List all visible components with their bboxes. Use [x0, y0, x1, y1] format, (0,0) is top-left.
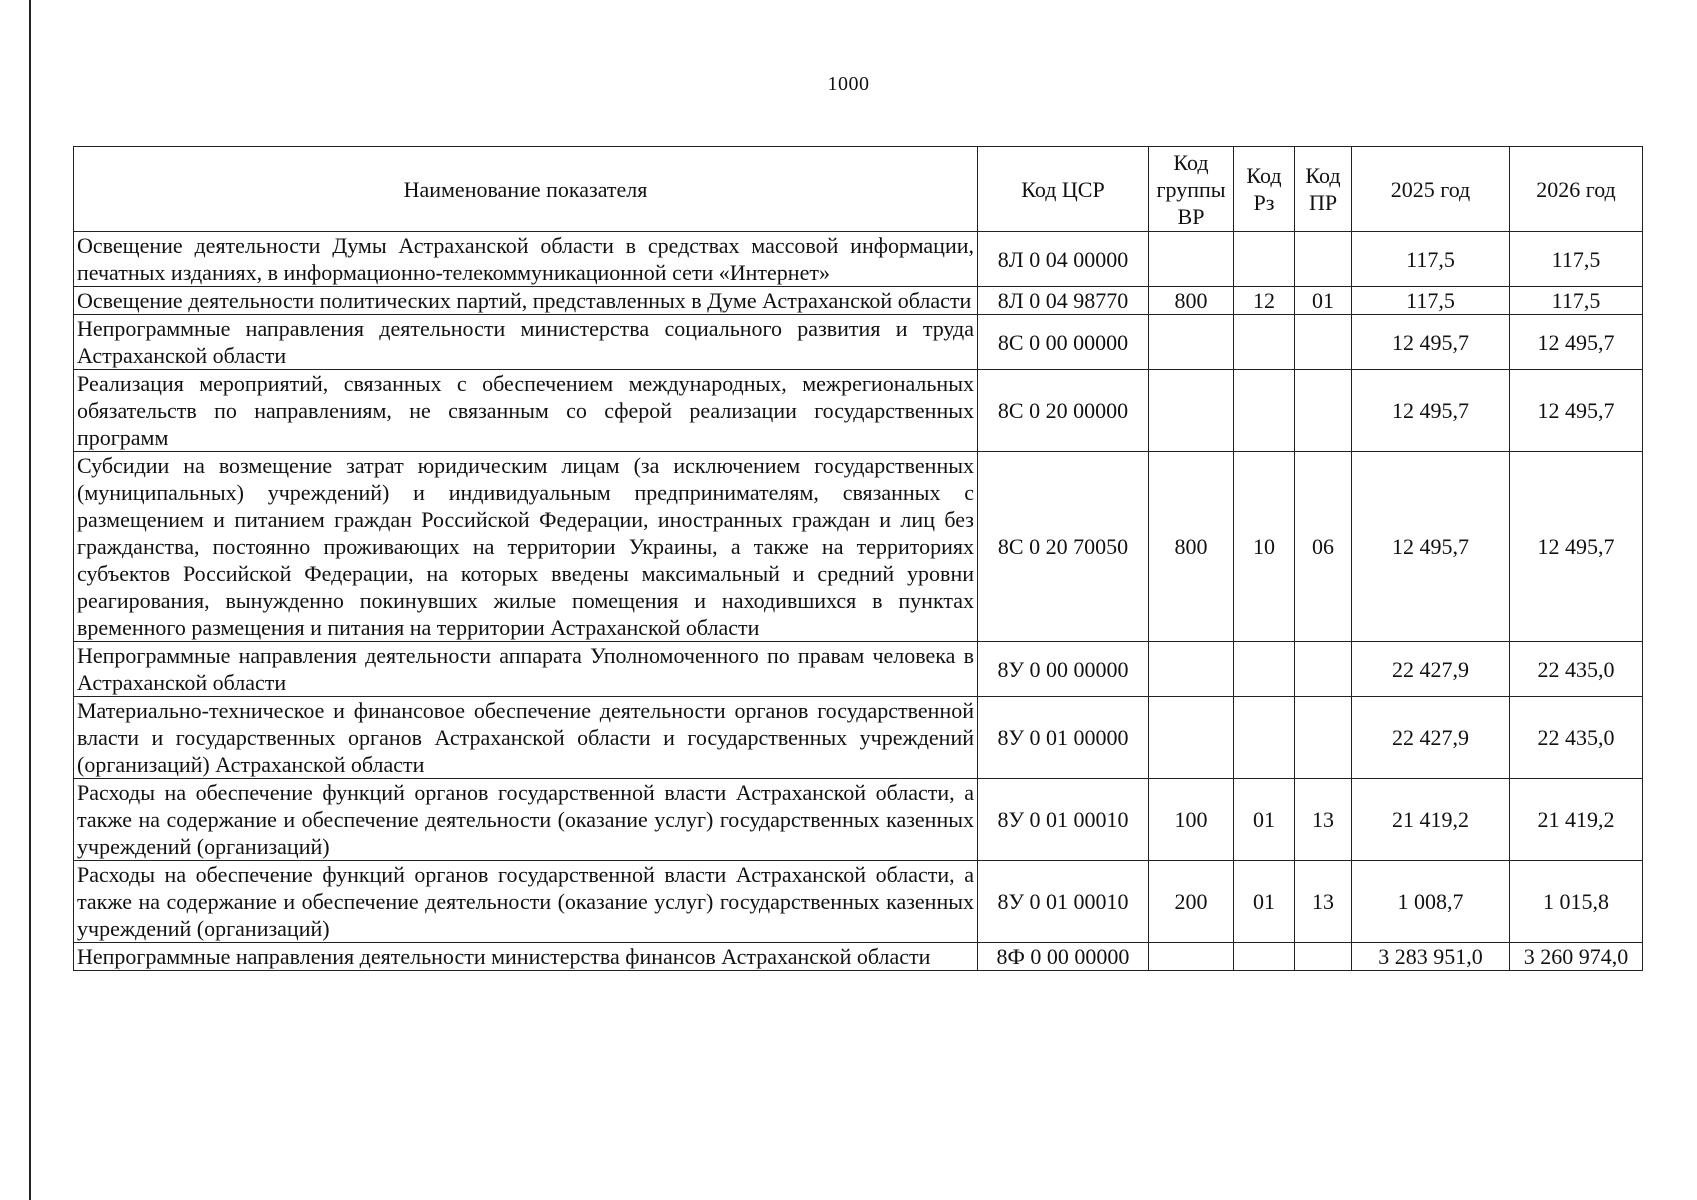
row-name: Реализация мероприятий, связанных с обеспечением международных, межрегиональных обязательств по направлениям, не связанным со сферой реализации государственных программ [74, 370, 978, 452]
row-vr-code [1149, 370, 1234, 452]
row-csr-code: 8Ф 0 00 00000 [978, 943, 1149, 971]
header-year-2025: 2025 год [1352, 147, 1510, 232]
row-pr-code [1295, 642, 1352, 697]
row-amount-2025: 3 283 951,0 [1352, 943, 1510, 971]
row-csr-code: 8У 0 01 00010 [978, 779, 1149, 861]
row-pr-code: 06 [1295, 452, 1352, 642]
row-vr-code: 800 [1149, 452, 1234, 642]
row-name: Непрограммные направления деятельности министерства финансов Астраханской области [74, 943, 978, 971]
row-rz-code: 12 [1234, 287, 1295, 315]
row-vr-code [1149, 642, 1234, 697]
row-pr-code: 13 [1295, 861, 1352, 943]
header-year-2026: 2026 год [1510, 147, 1643, 232]
row-pr-code [1295, 370, 1352, 452]
header-rz-code: Код Рз [1234, 147, 1295, 232]
row-amount-2026: 3 260 974,0 [1510, 943, 1643, 971]
page-left-edge-line [29, 0, 31, 1200]
row-name: Освещение деятельности Думы Астраханской области в средствах массовой информации, печатных изданиях, в информационно-телекоммуникационной сети «Интернет» [74, 232, 978, 287]
row-rz-code: 10 [1234, 452, 1295, 642]
table-row [74, 779, 1643, 861]
row-rz-code [1234, 697, 1295, 779]
row-rz-code [1234, 370, 1295, 452]
row-amount-2025: 12 495,7 [1352, 452, 1510, 642]
header-csr-code: Код ЦСР [978, 147, 1149, 232]
row-name: Освещение деятельности политических партий, представленных в Думе Астраханской области [74, 287, 978, 315]
row-csr-code: 8С 0 00 00000 [978, 315, 1149, 370]
row-amount-2025: 117,5 [1352, 232, 1510, 287]
row-vr-code [1149, 697, 1234, 779]
row-pr-code: 13 [1295, 779, 1352, 861]
header-vr-code: Код группы ВР [1149, 147, 1234, 232]
row-rz-code [1234, 315, 1295, 370]
row-amount-2026: 22 435,0 [1510, 642, 1643, 697]
row-rz-code [1234, 232, 1295, 287]
row-vr-code [1149, 232, 1234, 287]
row-amount-2026: 117,5 [1510, 287, 1643, 315]
row-amount-2025: 12 495,7 [1352, 370, 1510, 452]
row-amount-2026: 12 495,7 [1510, 315, 1643, 370]
row-amount-2025: 117,5 [1352, 287, 1510, 315]
table-row [74, 287, 1643, 315]
table-row [74, 943, 1643, 971]
table-row [74, 370, 1643, 452]
row-csr-code: 8У 0 00 00000 [978, 642, 1149, 697]
row-amount-2026: 12 495,7 [1510, 452, 1643, 642]
row-amount-2026: 1 015,8 [1510, 861, 1643, 943]
row-csr-code: 8С 0 20 00000 [978, 370, 1149, 452]
row-vr-code: 200 [1149, 861, 1234, 943]
row-vr-code: 100 [1149, 779, 1234, 861]
row-rz-code: 01 [1234, 861, 1295, 943]
row-csr-code: 8У 0 01 00000 [978, 697, 1149, 779]
row-csr-code: 8С 0 20 70050 [978, 452, 1149, 642]
row-amount-2025: 12 495,7 [1352, 315, 1510, 370]
row-amount-2025: 21 419,2 [1352, 779, 1510, 861]
row-name: Расходы на обеспечение функций органов государственной власти Астраханской области, а также на содержание и обеспечение деятельности (оказание услуг) государственных казенных учреждений (организаций) [74, 779, 978, 861]
row-name: Расходы на обеспечение функций органов государственной власти Астраханской области, а также на содержание и обеспечение деятельности (оказание услуг) государственных казенных учреждений (организаций) [74, 861, 978, 943]
row-amount-2025: 22 427,9 [1352, 642, 1510, 697]
table-row [74, 315, 1643, 370]
table-row [74, 642, 1643, 697]
row-pr-code [1295, 697, 1352, 779]
header-pr-code: Код ПР [1295, 147, 1352, 232]
row-amount-2026: 117,5 [1510, 232, 1643, 287]
row-pr-code [1295, 943, 1352, 971]
row-vr-code [1149, 943, 1234, 971]
row-amount-2026: 12 495,7 [1510, 370, 1643, 452]
row-amount-2025: 1 008,7 [1352, 861, 1510, 943]
row-pr-code: 01 [1295, 287, 1352, 315]
row-vr-code [1149, 315, 1234, 370]
row-csr-code: 8У 0 01 00010 [978, 861, 1149, 943]
row-amount-2026: 21 419,2 [1510, 779, 1643, 861]
row-vr-code: 800 [1149, 287, 1234, 315]
page-number: 1000 [827, 73, 870, 95]
header-name: Наименование показателя [74, 147, 978, 232]
table-row [74, 861, 1643, 943]
table-row [74, 232, 1643, 287]
row-name: Непрограммные направления деятельности аппарата Уполномоченного по правам человека в Астраханской области [74, 642, 978, 697]
row-name: Непрограммные направления деятельности министерства социального развития и труда Астраханской области [74, 315, 978, 370]
row-rz-code [1234, 642, 1295, 697]
row-amount-2026: 22 435,0 [1510, 697, 1643, 779]
row-csr-code: 8Л 0 04 00000 [978, 232, 1149, 287]
row-pr-code [1295, 232, 1352, 287]
row-pr-code [1295, 315, 1352, 370]
table-header-row [74, 147, 1643, 232]
table-row [74, 697, 1643, 779]
row-rz-code: 01 [1234, 779, 1295, 861]
row-name: Материально-техническое и финансовое обеспечение деятельности органов государственной власти и государственных органов Астраханской области и государственных учреждений (организаций) Астраханской области [74, 697, 978, 779]
table-row [74, 452, 1643, 642]
row-rz-code [1234, 943, 1295, 971]
row-name: Субсидии на возмещение затрат юридическим лицам (за исключением государственных (муниципальных) учреждений) и индивидуальным предпринимателям, связанных с размещением и питанием граждан Российской Федерации, иностранных граждан и лиц без гражданства, постоянно проживающих на территории Украины, а также на территориях субъектов Российской Федерации, на которых введены максимальный и средний уровни реагирования, вынужденно покинувших жилые помещения и находившихся в пунктах временного размещения и питания на территории Астраханской области [74, 452, 978, 642]
row-amount-2025: 22 427,9 [1352, 697, 1510, 779]
budget-table [73, 146, 1643, 971]
row-csr-code: 8Л 0 04 98770 [978, 287, 1149, 315]
